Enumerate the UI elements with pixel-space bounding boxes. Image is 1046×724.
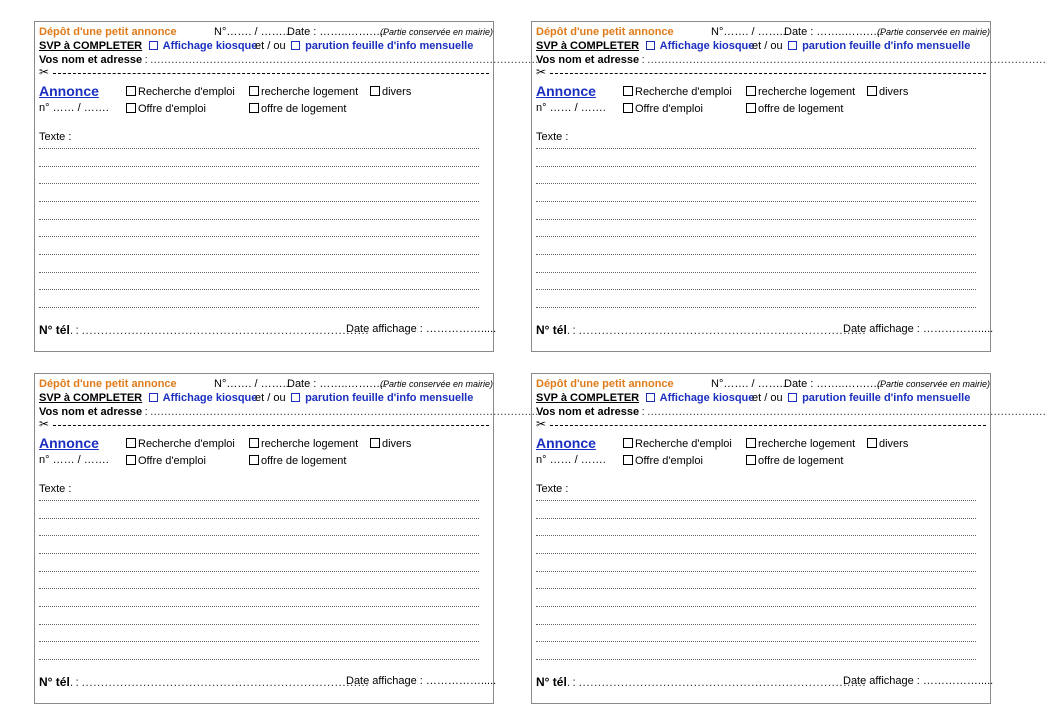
tel-field[interactable]: . : …………………………………………………………………: [566, 675, 866, 689]
texte-line[interactable]: [39, 289, 479, 290]
annonce-heading: Annonce: [39, 83, 99, 99]
option-offre-logement[interactable]: [746, 103, 843, 115]
option-label: Offre d'emploi: [138, 455, 206, 467]
parution-label: parution feuille d'info mensuelle: [802, 40, 971, 52]
form-title: Dépôt d'une petit annonce: [536, 26, 674, 38]
parution-checkbox[interactable]: [291, 41, 300, 50]
scissors-icon: ✂: [536, 417, 547, 431]
parution-option: [788, 41, 970, 52]
texte-line[interactable]: [39, 166, 479, 167]
option-recherche-emploi[interactable]: [623, 86, 732, 98]
et-ou-label: et / ou: [752, 392, 783, 404]
checkbox-icon[interactable]: [746, 455, 756, 465]
nom-row: [536, 54, 1046, 66]
affichage-label: Affichage kiosque: [162, 392, 258, 404]
checkbox-icon[interactable]: [623, 103, 633, 113]
texte-line[interactable]: [39, 518, 479, 519]
svp-label: SVP à COMPLETER: [536, 392, 640, 404]
texte-line[interactable]: [39, 624, 479, 625]
n-field[interactable]: n° …… / …….: [39, 102, 109, 114]
checkbox-icon[interactable]: [746, 438, 756, 448]
option-recherche-logement[interactable]: [249, 86, 358, 98]
affichage-option: [646, 393, 754, 404]
affichage-label: Affichage kiosque: [659, 392, 755, 404]
texte-line[interactable]: [536, 166, 976, 167]
date-field[interactable]: Date : ……..…….….: [287, 26, 387, 38]
option-label: offre de logement: [758, 103, 844, 115]
form-title: Dépôt d'une petit annonce: [39, 378, 177, 390]
option-label: Offre d'emploi: [635, 103, 703, 115]
texte-line[interactable]: [39, 659, 479, 660]
texte-row: [39, 132, 71, 143]
texte-line[interactable]: [39, 571, 479, 572]
option-label: offre de logement: [261, 455, 347, 467]
option-label: Offre d'emploi: [138, 103, 206, 115]
checkbox-icon[interactable]: [126, 455, 136, 465]
number-field[interactable]: N°……. / ……..: [214, 26, 289, 38]
tel-field[interactable]: . : …………………………………………………………………: [69, 323, 369, 337]
option-recherche-logement[interactable]: [746, 86, 855, 98]
option-label: offre de logement: [261, 103, 347, 115]
texte-label: Texte :: [536, 131, 569, 143]
texte-line[interactable]: [39, 148, 479, 149]
nom-label: Vos nom et adresse: [536, 406, 640, 418]
affichage-option: [149, 393, 257, 404]
parution-label: parution feuille d'info mensuelle: [305, 392, 474, 404]
option-recherche-emploi[interactable]: [126, 438, 235, 450]
texte-line[interactable]: [39, 588, 479, 589]
dashed-divider: [550, 425, 986, 426]
option-label: recherche logement: [261, 86, 359, 98]
texte-row: [536, 484, 568, 495]
texte-row: [39, 484, 71, 495]
option-offre-logement[interactable]: [249, 103, 346, 115]
nom-field[interactable]: : ……………………………………………………………………………………………………: [142, 54, 549, 66]
svp-label: SVP à COMPLETER: [39, 392, 143, 404]
checkbox-icon[interactable]: [249, 438, 259, 448]
affichage-checkbox[interactable]: [149, 393, 158, 402]
option-label: offre de logement: [758, 455, 844, 467]
et-ou-label: et / ou: [752, 40, 783, 52]
tel-label: N° tél: [39, 675, 70, 689]
option-label: Recherche d'emploi: [138, 438, 235, 450]
option-label: Recherche d'emploi: [635, 438, 732, 450]
parution-label: parution feuille d'info mensuelle: [305, 40, 474, 52]
texte-line[interactable]: [536, 518, 976, 519]
checkbox-icon[interactable]: [370, 438, 380, 448]
checkbox-icon[interactable]: [249, 455, 259, 465]
parution-option: [291, 393, 473, 404]
option-label: recherche logement: [758, 438, 856, 450]
n-field[interactable]: n° …… / …….: [536, 102, 606, 114]
annonce-form-4: [531, 373, 1046, 704]
option-divers[interactable]: [370, 86, 411, 98]
tel-label: N° tél: [536, 323, 567, 337]
kept-note: (Partie conservée en mairie): [877, 379, 991, 389]
kept-note: (Partie conservée en mairie): [380, 27, 494, 37]
option-offre-logement[interactable]: [249, 455, 346, 467]
number-field[interactable]: N°……. / ……..: [214, 378, 289, 390]
texte-line[interactable]: [536, 272, 976, 273]
nom-label: Vos nom et adresse: [39, 406, 143, 418]
annonce-heading: Annonce: [536, 83, 596, 99]
option-label: divers: [879, 86, 909, 98]
n-field[interactable]: n° …… / …….: [39, 454, 109, 466]
cut-line: [536, 65, 986, 79]
annonce-form-3: [34, 373, 549, 704]
checkbox-icon[interactable]: [249, 86, 259, 96]
checkbox-icon[interactable]: [126, 86, 136, 96]
texte-line[interactable]: [39, 641, 479, 642]
texte-label: Texte :: [39, 131, 72, 143]
tel-label: N° tél: [39, 323, 70, 337]
affichage-checkbox[interactable]: [646, 41, 655, 50]
option-offre-emploi[interactable]: [126, 103, 206, 115]
texte-line[interactable]: [39, 254, 479, 255]
scissors-icon: ✂: [39, 417, 50, 431]
parution-option: [291, 41, 473, 52]
option-label: Recherche d'emploi: [138, 86, 235, 98]
nom-field[interactable]: : ……………………………………………………………………………………………………: [639, 406, 1046, 418]
texte-line[interactable]: [39, 236, 479, 237]
option-label: Offre d'emploi: [635, 455, 703, 467]
texte-line[interactable]: [536, 500, 976, 501]
checkbox-icon[interactable]: [126, 438, 136, 448]
option-label: divers: [382, 438, 412, 450]
checkbox-icon[interactable]: [249, 103, 259, 113]
texte-line[interactable]: [39, 219, 479, 220]
dashed-divider: [53, 425, 489, 426]
date-field[interactable]: Date : ……..…….….: [287, 378, 387, 390]
form-title: Dépôt d'une petit annonce: [536, 378, 674, 390]
kept-note: (Partie conservée en mairie): [380, 379, 494, 389]
checkbox-icon[interactable]: [623, 455, 633, 465]
checkbox-icon[interactable]: [623, 86, 633, 96]
texte-line[interactable]: [536, 254, 976, 255]
texte-line[interactable]: [39, 535, 479, 536]
cut-line: [536, 417, 986, 431]
texte-line[interactable]: [536, 289, 976, 290]
checkbox-icon[interactable]: [746, 103, 756, 113]
option-divers[interactable]: [867, 86, 908, 98]
tel-field[interactable]: . : …………………………………………………………………: [566, 323, 866, 337]
texte-line[interactable]: [536, 553, 976, 554]
checkbox-icon[interactable]: [746, 86, 756, 96]
dashed-divider: [550, 73, 986, 74]
texte-line[interactable]: [39, 307, 479, 308]
affichage-option: [149, 41, 257, 52]
option-label: divers: [879, 438, 909, 450]
option-offre-emploi[interactable]: [623, 103, 703, 115]
texte-line[interactable]: [39, 201, 479, 202]
affichage-label: Affichage kiosque: [659, 40, 755, 52]
number-field[interactable]: N°……. / ……..: [711, 26, 786, 38]
texte-label: Texte :: [536, 483, 569, 495]
texte-line[interactable]: [536, 659, 976, 660]
et-ou-label: et / ou: [255, 40, 286, 52]
annonce-form-2: [531, 21, 1046, 352]
nom-field[interactable]: : ……………………………………………………………………………………………………: [639, 54, 1046, 66]
date-field[interactable]: Date : ……..…….….: [784, 26, 884, 38]
option-recherche-logement[interactable]: [746, 438, 855, 450]
nom-label: Vos nom et adresse: [39, 54, 143, 66]
texte-line[interactable]: [39, 500, 479, 501]
svp-label: SVP à COMPLETER: [39, 40, 143, 52]
texte-line[interactable]: [536, 588, 976, 589]
affichage-label: Affichage kiosque: [162, 40, 258, 52]
option-label: recherche logement: [758, 86, 856, 98]
parution-option: [788, 393, 970, 404]
checkbox-icon[interactable]: [126, 103, 136, 113]
tel-label: N° tél: [536, 675, 567, 689]
texte-line[interactable]: [536, 148, 976, 149]
nom-label: Vos nom et adresse: [536, 54, 640, 66]
texte-line[interactable]: [39, 553, 479, 554]
affichage-option: [646, 41, 754, 52]
date-affichage-field[interactable]: Date affichage : …………….....: [346, 323, 497, 335]
option-label: divers: [382, 86, 412, 98]
option-label: Recherche d'emploi: [635, 86, 732, 98]
number-field[interactable]: N°……. / ……..: [711, 378, 786, 390]
option-offre-logement[interactable]: [746, 455, 843, 467]
texte-line[interactable]: [536, 624, 976, 625]
nom-row: [536, 406, 1046, 418]
affichage-checkbox[interactable]: [149, 41, 158, 50]
option-divers[interactable]: [370, 438, 411, 450]
texte-line[interactable]: [536, 236, 976, 237]
option-label: recherche logement: [261, 438, 359, 450]
nom-row: [39, 406, 549, 418]
texte-line[interactable]: [536, 606, 976, 607]
et-ou-label: et / ou: [255, 392, 286, 404]
kept-note: (Partie conservée en mairie): [877, 27, 991, 37]
dashed-divider: [53, 73, 489, 74]
texte-line[interactable]: [536, 201, 976, 202]
date-affichage-field[interactable]: Date affichage : …………….....: [843, 675, 994, 687]
option-recherche-emploi[interactable]: [623, 438, 732, 450]
scissors-icon: ✂: [536, 65, 547, 79]
texte-line[interactable]: [39, 606, 479, 607]
annonce-heading: Annonce: [39, 435, 99, 451]
date-affichage-field[interactable]: Date affichage : …………….....: [346, 675, 497, 687]
texte-label: Texte :: [39, 483, 72, 495]
annonce-form-1: [34, 21, 549, 352]
option-recherche-logement[interactable]: [249, 438, 358, 450]
cut-line: [39, 417, 489, 431]
date-field[interactable]: Date : ……..…….….: [784, 378, 884, 390]
option-offre-emploi[interactable]: [126, 455, 206, 467]
parution-checkbox[interactable]: [788, 393, 797, 402]
checkbox-icon[interactable]: [867, 86, 877, 96]
svp-label: SVP à COMPLETER: [536, 40, 640, 52]
n-field[interactable]: n° …… / …….: [536, 454, 606, 466]
nom-field[interactable]: : ……………………………………………………………………………………………………: [142, 406, 549, 418]
texte-line[interactable]: [536, 307, 976, 308]
checkbox-icon[interactable]: [867, 438, 877, 448]
option-offre-emploi[interactable]: [623, 455, 703, 467]
texte-line[interactable]: [536, 535, 976, 536]
texte-line[interactable]: [536, 183, 976, 184]
parution-checkbox[interactable]: [788, 41, 797, 50]
texte-line[interactable]: [536, 219, 976, 220]
parution-label: parution feuille d'info mensuelle: [802, 392, 971, 404]
texte-line[interactable]: [39, 183, 479, 184]
parution-checkbox[interactable]: [291, 393, 300, 402]
option-divers[interactable]: [867, 438, 908, 450]
date-affichage-field[interactable]: Date affichage : …………….....: [843, 323, 994, 335]
texte-line[interactable]: [536, 571, 976, 572]
texte-line[interactable]: [39, 272, 479, 273]
nom-row: [39, 54, 549, 66]
cut-line: [39, 65, 489, 79]
form-title: Dépôt d'une petit annonce: [39, 26, 177, 38]
scissors-icon: ✂: [39, 65, 50, 79]
annonce-heading: Annonce: [536, 435, 596, 451]
checkbox-icon[interactable]: [623, 438, 633, 448]
texte-line[interactable]: [536, 641, 976, 642]
texte-row: [536, 132, 568, 143]
affichage-checkbox[interactable]: [646, 393, 655, 402]
option-recherche-emploi[interactable]: [126, 86, 235, 98]
tel-field[interactable]: . : …………………………………………………………………: [69, 675, 369, 689]
checkbox-icon[interactable]: [370, 86, 380, 96]
